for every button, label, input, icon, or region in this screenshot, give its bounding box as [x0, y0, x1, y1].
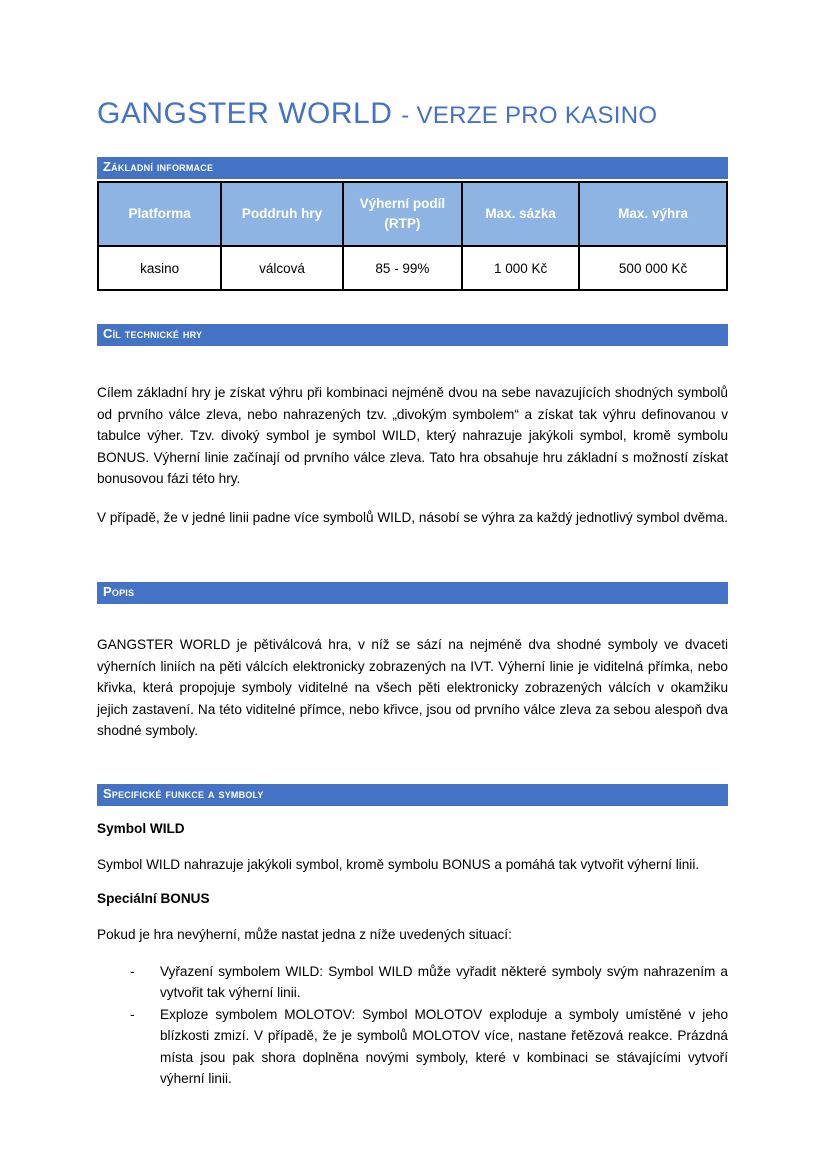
special-bonus-heading: Speciální BONUS: [97, 890, 210, 906]
list-item: [97, 1004, 728, 1090]
specific-section-header: Specifické funkce a symboly: [97, 784, 728, 806]
table-row: [98, 246, 727, 290]
document-title-main: GANGSTER WORLD: [97, 97, 393, 130]
list-dash-marker: -: [130, 1006, 135, 1022]
basic-info-section-header: Základní informace: [97, 157, 728, 179]
special-bonus-intro: Pokud je hra nevýherní, může nastat jedna z níže uvedených situací:: [97, 927, 512, 943]
cell-platforma: kasino: [98, 246, 221, 290]
basic-info-section: [97, 157, 728, 291]
document-title-sub: - VERZE PRO KASINO: [401, 102, 658, 129]
goal-paragraph-2: V případě, že v jedné linii padne více symbolů WILD, násobí se výhra za každý jednotlivý symbol dvěma.: [97, 509, 728, 525]
list-item-text: Exploze symbolem MOLOTOV: Symbol MOLOTOV exploduje a symboly umístěné v jeho blízkosti zmizí. V případě, že je symbolů MOLOTOV více, nastane řetězová reakce. Prázdná místa jsou pak shora doplněna novými symboly, které v kombinaci se stávajícími vytvoří výherní linii.: [160, 1006, 728, 1087]
symbol-wild-text: Symbol WILD nahrazuje jakýkoli symbol, kromě symbolu BONUS a pomáhá tak vytvořit výherní linii.: [97, 857, 700, 873]
basic-info-table: [97, 181, 728, 291]
column-header-max-vyhra: Max. výhra: [579, 182, 727, 246]
cell-max-vyhra: 500 000 Kč: [579, 246, 727, 290]
cell-max-sazka: 1 000 Kč: [462, 246, 579, 290]
list-item: [97, 961, 728, 1004]
bonus-situations-list: [97, 961, 728, 1090]
column-header-max-sazka: Max. sázka: [462, 182, 579, 246]
column-header-poddruh-hry: Poddruh hry: [221, 182, 342, 246]
goal-section-header: Cíl technické hry: [97, 324, 728, 346]
popis-section: [97, 582, 728, 742]
list-dash-marker: -: [130, 963, 135, 979]
column-header-platforma: Platforma: [98, 182, 221, 246]
symbol-wild-heading: Symbol WILD: [97, 820, 185, 836]
specific-functions-section: [97, 784, 728, 1090]
cell-vyherni-podil: 85 - 99%: [343, 246, 463, 290]
cell-poddruh-hry: válcová: [221, 246, 342, 290]
popis-section-header: Popis: [97, 582, 728, 604]
goal-paragraph-1: Cílem základní hry je získat výhru při kombinaci nejméně dvou na sebe navazujících shodných symbolů od prvního válce zleva, nebo nahrazených tzv. „divokým symbolem“ a získat tak výhru definovanou v tabulce výher. Tzv. divoký symbol je symbol WILD, který nahrazuje jakýkoli symbol, kromě symbolu BONUS. Výherní linie začínají od prvního válce zleva. Tato hra obsahuje hru základní s možností získat bonusovou fázi této hry.: [97, 385, 728, 487]
column-header-vyherni-podil: Výherní podíl (RTP): [343, 182, 463, 246]
table-header-row: [98, 182, 727, 246]
goal-section: [97, 324, 728, 528]
list-item-text: Vyřazení symbolem WILD: Symbol WILD může vyřadit některé symboly svým nahrazením a vytvořit tak výherní linii.: [160, 963, 728, 1001]
popis-paragraph: GANGSTER WORLD je pětiválcová hra, v níž se sází na nejméně dva shodné symboly ve dvaceti výherních liniích na pěti válcích elektronicky zobrazených na IVT. Výherní linie je viditelná přímka, nebo křivka, která propojuje symboly viditelné na všech pěti elektronicky zobrazených válcích v okamžiku jejich zastavení. Na této viditelné přímce, nebo křivce, jsou od prvního válce zleva za sebou alespoň dva shodné symboly.: [97, 637, 728, 739]
document-title: [97, 95, 728, 130]
